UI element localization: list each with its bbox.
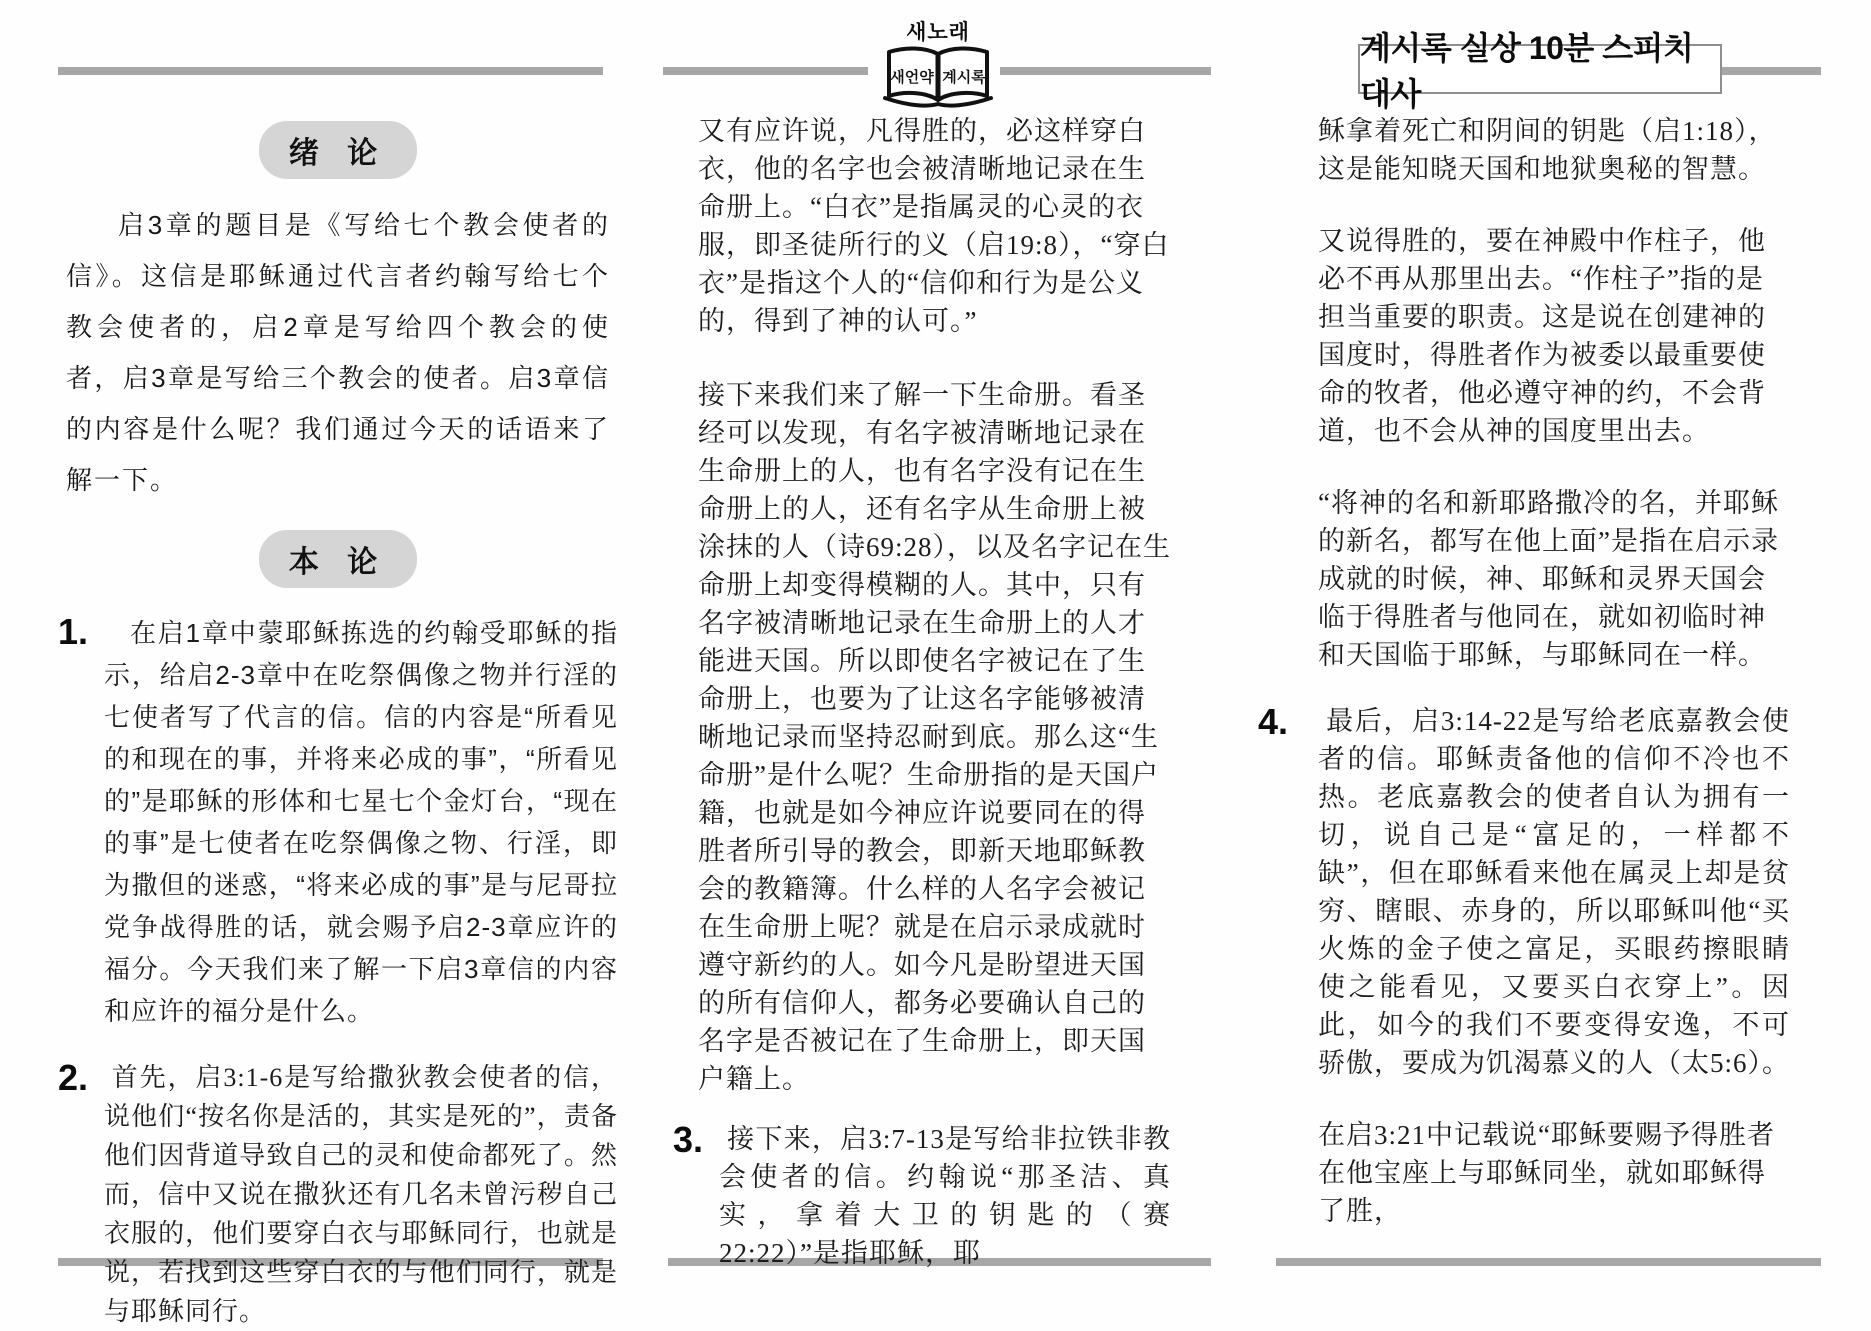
main-badge: 本 论 (259, 530, 417, 588)
section-1-number: 1. (58, 611, 89, 652)
main-badge-wrap (58, 530, 618, 588)
section-4-text: 最后，启3:14-22是写给老底嘉教会使者的信。耶稣责备他的信仰不冷也不热。老底嘉教会的使者自认为拥有一切，说自己是“富足的，一样都不缺”，但在耶稣看来他在属灵上却是贫穷、瞎眼、赤身的，所以耶稣叫他“买火炼的金子使之富足，买眼药擦眼睛使之能看见，又要买白衣穿上”。因此，如今的我们不要变得安逸，不可骄傲，要成为饥渴慕义的人（太5:6）。 (1318, 706, 1791, 1078)
right-paragraph-3: “将神的名和新耶路撒冷的名，并耶稣的新名，都写在他上面”是指在启示录成就的时候，神、耶稣和灵界天国会临于得胜者与他同在，就如初临时神和天国临于耶稣，与耶稣同在一样。 (1318, 488, 1779, 670)
column-middle (663, 0, 1211, 1272)
section-1 (58, 612, 618, 1032)
middle-paragraph-1: 又有应许说，凡得胜的，必这样穿白衣，他的名字也会被清晰地记录在生命册上。“白衣”是指属灵的心灵的衣服，即圣徒所行的义（启19:8），“穿白衣”是指这个人的“信仰和行为是公义的，得到了神的认可。” (698, 116, 1170, 336)
right-paragraph-1: 稣拿着死亡和阴间的钥匙（启1:18），这是能知晓天国和地狱奥秘的智慧。 (1318, 116, 1777, 184)
section-4 (1258, 702, 1821, 1082)
right-closing-block (1276, 1082, 1821, 1230)
section-2-number: 2. (58, 1057, 89, 1098)
logo-left-page-label: 새언약 (890, 69, 934, 86)
column-left (58, 0, 618, 1331)
logo-top-label: 새노래 (906, 21, 970, 44)
logo-right-page-label: 계시록 (942, 69, 986, 86)
right-paragraph-2: 又说得胜的，要在神殿中作柱子，他必不再从那里出去。“作柱子”指的是担当重要的职责。这是说在创建神的国度时，得胜者作为被委以最重要使命的牧者，他必遵守神的约，不会背道，也不会从神的国度里出去。 (1318, 226, 1766, 446)
section-3-text: 接下来，启3:7-13是写给非拉铁非教会使者的信。约翰说“那圣洁、真实，拿着大卫的钥匙的（赛22:22）”是指耶稣，耶 (719, 1124, 1171, 1268)
right-text-block (1276, 0, 1821, 674)
column-right (1258, 0, 1821, 1230)
page-title: 계시록 실상 10분 스피치 대사 (1358, 44, 1722, 94)
section-3 (673, 1120, 1211, 1272)
section-4-number: 4. (1258, 701, 1289, 742)
section-2-text: 首先，启3:1-6是写给撒狄教会使者的信，说他们“按名你是活的，其实是死的”，责备他们因背道导致自己的灵和使命都死了。然而，信中又说在撒狄还有几名未曾污秽自己衣服的，他们要穿白衣与耶稣同行，也就是说，若找到这些穿白衣的与他们同行，就是与耶稣同行。 (104, 1063, 618, 1326)
section-3-number: 3. (673, 1119, 704, 1160)
right-closing-paragraph: 在启3:21中记载说“耶稣要赐予得胜者在他宝座上与耶稣同坐，就如耶稣得了胜， (1318, 1120, 1775, 1226)
middle-paragraph-2: 接下来我们来了解一下生命册。看圣经可以发现，有名字被清晰地记录在生命册上的人，也有名字没有记在生命册上的人，还有名字从生命册上被涂抹的人（诗69:28），以及名字记在生命册上却变得模糊的人。其中，只有名字被清晰地记录在生命册上的人才能进天国。所以即使名字被记在了生命册上，也要为了让这名字能够被清晰地记录而坚持忍耐到底。那么这“生命册”是什么呢？生命册指的是天国户籍，也就是如今神应许说要同在的得胜者所引导的教会，即新天地耶稣教会的教籍簿。什么样的人名字会被记在生命册上呢？就是在启示录成就时遵守新约的人。如今凡是盼望进天国的所有信仰人，都务必要确认自己的名字是否被记在了生命册上，即天国户籍上。 (698, 380, 1172, 1094)
middle-text-block (663, 0, 1211, 1098)
intro-badge-wrap (58, 121, 618, 179)
section-1-text: 在启1章中蒙耶稣拣选的约翰受耶稣的指示，给启2-3章中在吃祭偶像之物并行淫的七使者写了代言的信。信的内容是“所看见的和现在的事，并将来必成的事”，“所看见的”是耶稣的形体和七星七个金灯台，“现在的事”是七使者在吃祭偶像之物、行淫，即为撒但的迷惑，“将来必成的事”是与尼哥拉党争战得胜的话，就会赐予启2-3章应许的福分。今天我们来了解一下启3章信的内容和应许的福分是什么。 (104, 618, 618, 1026)
intro-paragraph: 启3章的题目是《写给七个教会使者的信》。这信是耶稣通过代言者约翰写给七个教会使者的，启2章是写给四个教会的使者，启3章是写给三个教会的使者。启3章信的内容是什么呢？我们通过今天的话语来了解一下。 (66, 210, 610, 495)
section-2 (58, 1058, 618, 1331)
intro-badge: 绪 论 (259, 121, 417, 179)
bottom-rule-right (1276, 1258, 1821, 1266)
